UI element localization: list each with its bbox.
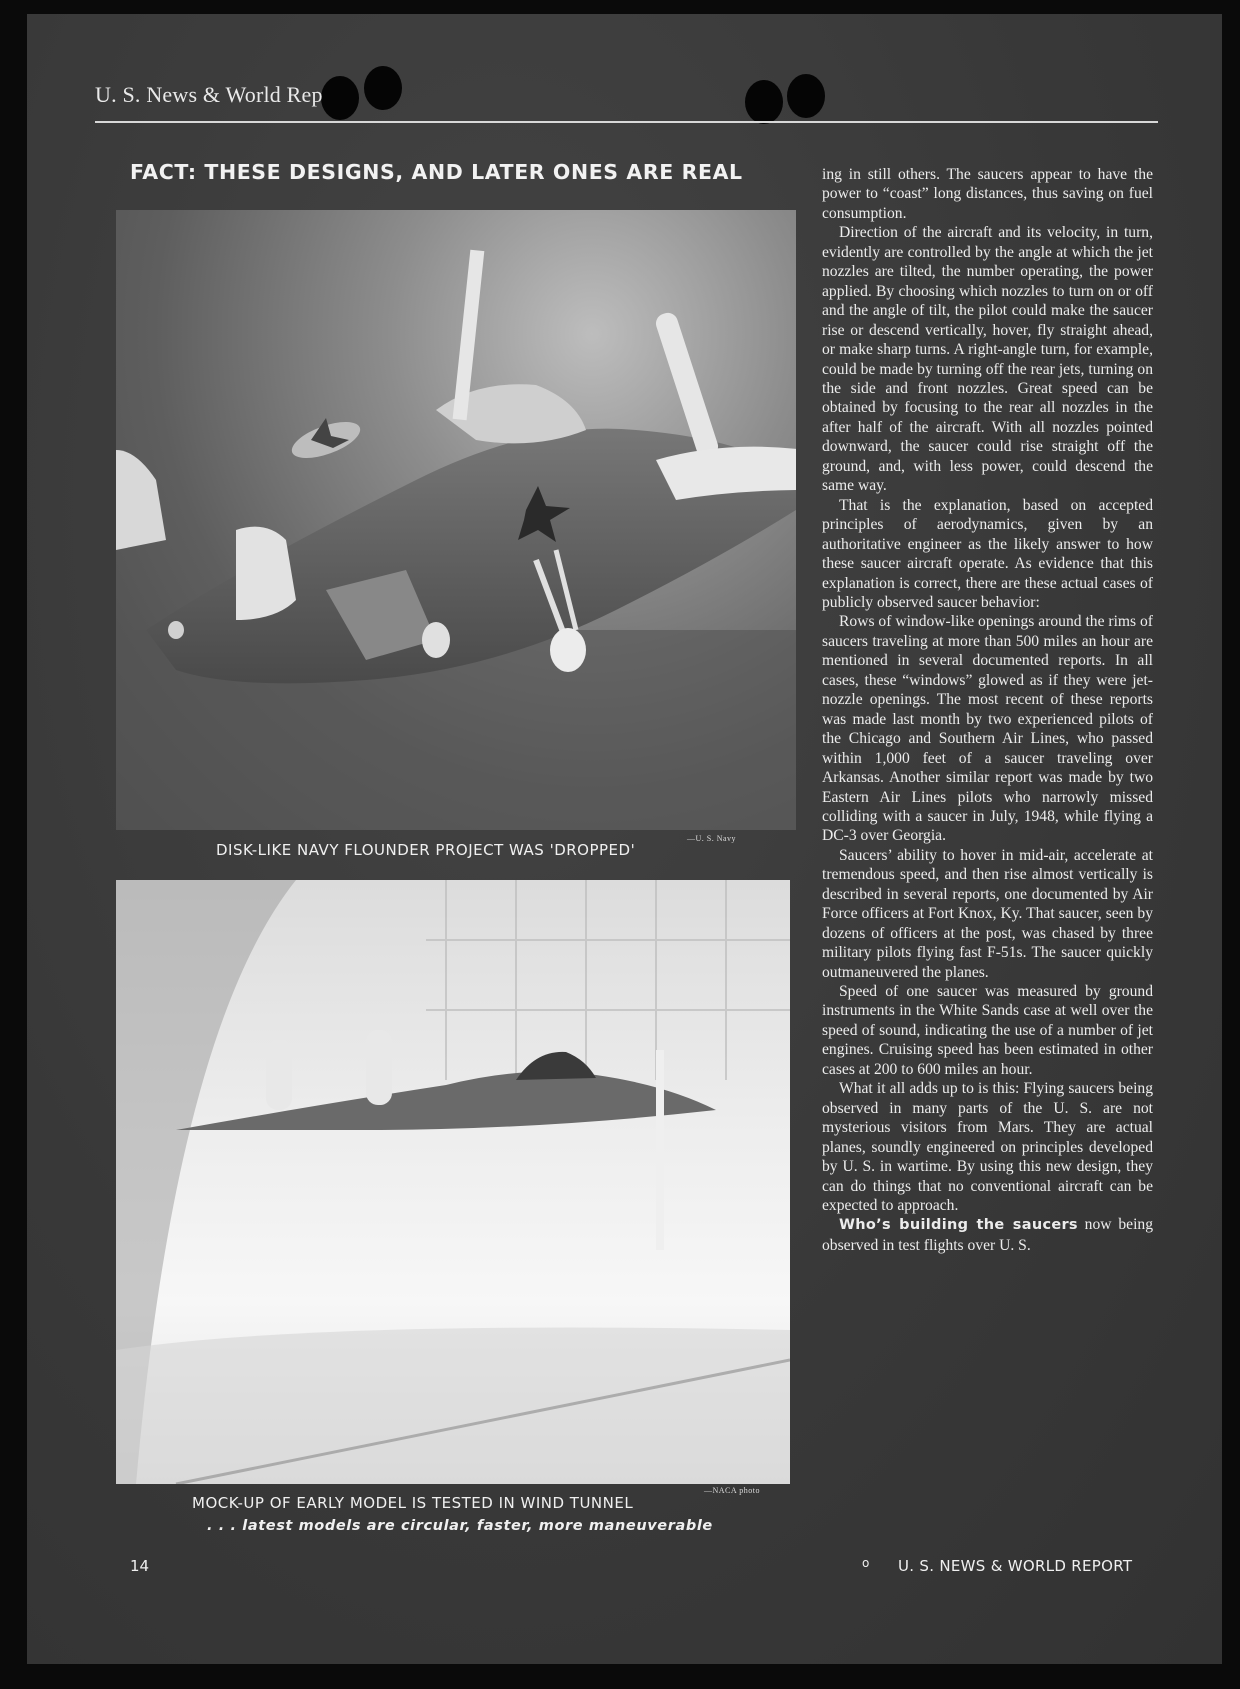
punch-hole xyxy=(321,76,359,120)
run-in-heading: Who’s building the saucers xyxy=(839,1217,1078,1234)
paragraph-text: now being observed in test flights over U. S. xyxy=(822,1216,1153,1254)
header-rule xyxy=(95,121,1158,123)
article-paragraph: That is the explanation, based on accepted principles of aerodynamics, given by an authoritative engineer as the likely answer to how these saucer aircraft operate. As evidence that this explanation is correct, there are these actual cases of publicly observed saucer behavior: xyxy=(822,496,1153,611)
page-number: 14 xyxy=(130,1557,150,1575)
navy-flounder-photo xyxy=(116,210,796,830)
masthead: U. S. News & World Rep xyxy=(95,82,323,107)
wind-tunnel-photo xyxy=(116,880,790,1484)
photo-headline: FACT: THESE DESIGNS, AND LATER ONES ARE REAL xyxy=(130,160,743,184)
publication-name: U. S. NEWS & WORLD REPORT xyxy=(898,1557,1133,1575)
photo-credit: —NACA photo xyxy=(704,1486,760,1495)
article-paragraph: Speed of one saucer was measured by ground instruments in the White Sands case at well over the speed of sound, indicating the use of a number of jet engines. Cruising speed has been estimated in other cases at 200 to 600 miles an hour. xyxy=(822,983,1153,1078)
article-paragraph: What it all adds up to is this: Flying saucers being observed in many parts of the U. S. are not mysterious visitors from Mars. They are actual planes, soundly engineered on principles developed by U. S. in wartime. By using this new design, they can do things that no conventional aircraft can be expected to approach. xyxy=(822,1080,1153,1215)
wind-tunnel-illustration xyxy=(116,880,790,1484)
photo-credit: —U. S. Navy xyxy=(687,834,737,843)
article-paragraph xyxy=(822,1215,1153,1255)
punch-hole xyxy=(745,80,783,124)
photo-caption: DISK-LIKE NAVY FLOUNDER PROJECT WAS 'DROPPED' xyxy=(216,841,636,859)
punch-hole xyxy=(364,66,402,110)
punch-hole xyxy=(787,74,825,118)
article-paragraph: Saucers’ ability to hover in mid-air, accelerate at tremendous speed, and then rise almost vertically is described in several reports, one documented by Air Force officers at Fort Knox, Ky. That saucer, seen by dozens of officers at the post, was chased by three military pilots flying fast F-51s. The saucer quickly outmaneuvered the planes. xyxy=(822,846,1153,981)
aircraft-illustration xyxy=(116,210,796,830)
article-paragraph: Rows of window-like openings around the rims of saucers traveling at more than 500 miles an hour are mentioned in several documented reports. In all cases, these “windows” glowed as if they were jet-nozzle openings. The most recent of these reports was made last month by two experienced pilots of the Chicago and Southern Air Lines, who passed within 1,000 feet of a saucer traveling over Arkansas. Another similar report was made by two Eastern Air Lines pilots who narrowly missed colliding with a saucer in July, 1948, while flying a DC-3 over Georgia. xyxy=(822,613,1153,845)
article-column xyxy=(822,165,1153,1545)
article-paragraph: Direction of the aircraft and its velocity, in turn, evidently are controlled by the angle at which the jet nozzles are tilted, the number operating, the power applied. By choosing which nozzles to turn on or off and the angle of tilt, the pilot could make the saucer rise or descend vertically, hover, fly straight ahead, or make sharp turns. A right-angle turn, for example, could be made by turning off the rear jets, turning on the side and front nozzles. Great speed can be obtained by focusing to the rear all nozzles in the after half of the aircraft. With all nozzles pointed downward, the saucer could rise straight off the ground, and, with less power, could descend the same way. xyxy=(822,224,1153,495)
footer-mark: o xyxy=(862,1556,870,1570)
photo-subcaption: . . . latest models are circular, faster, more maneuverable xyxy=(207,1518,713,1534)
article-paragraph: ing in still others. The saucers appear to have the power to “coast” long distances, thus saving on fuel consumption. xyxy=(822,166,1153,222)
photo-caption: MOCK-UP OF EARLY MODEL IS TESTED IN WIND TUNNEL xyxy=(192,1494,634,1512)
